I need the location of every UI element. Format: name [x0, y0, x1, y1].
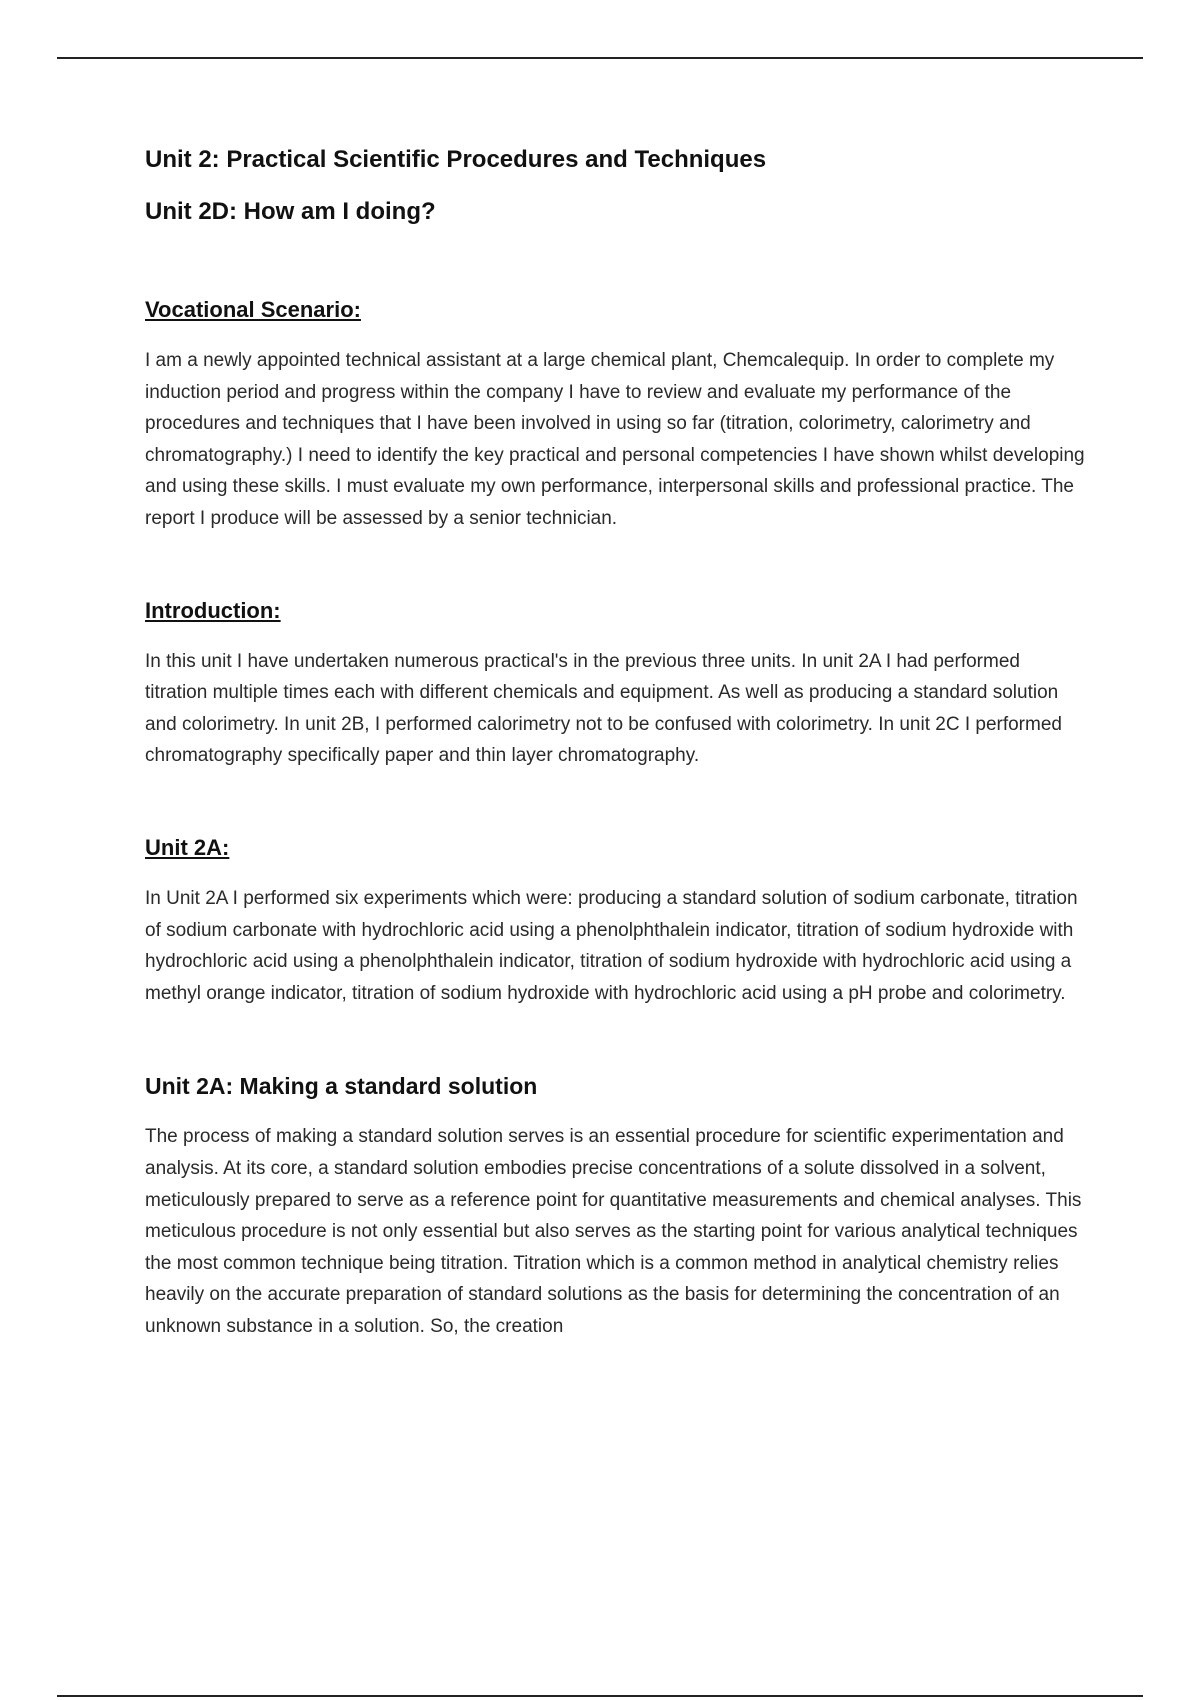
footer-rule: [57, 1695, 1143, 1697]
section-heading: Introduction:: [145, 597, 281, 623]
section-standard-solution: [145, 1073, 1085, 1342]
section-heading: Unit 2A:: [145, 834, 230, 860]
section-paragraph: In this unit I have undertaken numerous practical's in the previous three units. In unit 2A I had performed titration multiple times each with different chemicals and equipment. As well as producing a standard solution and colorimetry. In unit 2B, I performed calorimetry not to be confused with colorimetry. In unit 2C I performed chromatography specifically paper and thin layer chromatography.: [145, 650, 1062, 767]
section-unit-2a: [145, 835, 1085, 1009]
section-heading: Unit 2A: Making a standard solution: [145, 1073, 538, 1100]
section-heading: Vocational Scenario:: [145, 297, 361, 322]
document-title: Unit 2: Practical Scientific Procedures and Techniques: [145, 146, 767, 173]
section-introduction: [145, 598, 1085, 772]
section-paragraph: The process of making a standard solution serves is an essential procedure for scientific experimentation and analysis. At its core, a standard solution embodies precise concentrations of a solute dissolved in a solvent, meticulously prepared to serve as a reference point for quantitative measurements and chemical analyses. This meticulous procedure is not only essential but also serves as the starting point for various analytical techniques the most common technique being titration. Titration which is a common method in analytical chemistry relies heavily on the accurate preparation of standard solutions as the basis for determining the concentration of an unknown substance in a solution. So, the creation: [145, 1126, 1082, 1337]
section-paragraph: I am a newly appointed technical assistant at a large chemical plant, Chemcalequip. In order to complete my induction period and progress within the company I have to review and evaluate my performance of the procedures and techniques that I have been involved in using so far (titration, colorimetry, calorimetry and chromatography.) I need to identify the key practical and personal competencies I have shown whilst developing and using these skills. I must evaluate my own performance, interpersonal skills and professional practice. The report I produce will be assessed by a senior technician.: [145, 350, 1085, 529]
document-body: [145, 146, 1085, 1342]
header-rule: [57, 57, 1143, 59]
section-paragraph: In Unit 2A I performed six experiments which were: producing a standard solution of sodium carbonate, titration of sodium carbonate with hydrochloric acid using a phenolphthalein indicator, titration of sodium hydroxide with hydrochloric acid using a phenolphthalein indicator, titration of sodium hydroxide with hydrochloric acid using a methyl orange indicator, titration of sodium hydroxide with hydrochloric acid using a pH probe and colorimetry.: [145, 887, 1078, 1004]
section-vocational-scenario: [145, 297, 1085, 535]
document-subtitle: Unit 2D: How am I doing?: [145, 198, 436, 225]
